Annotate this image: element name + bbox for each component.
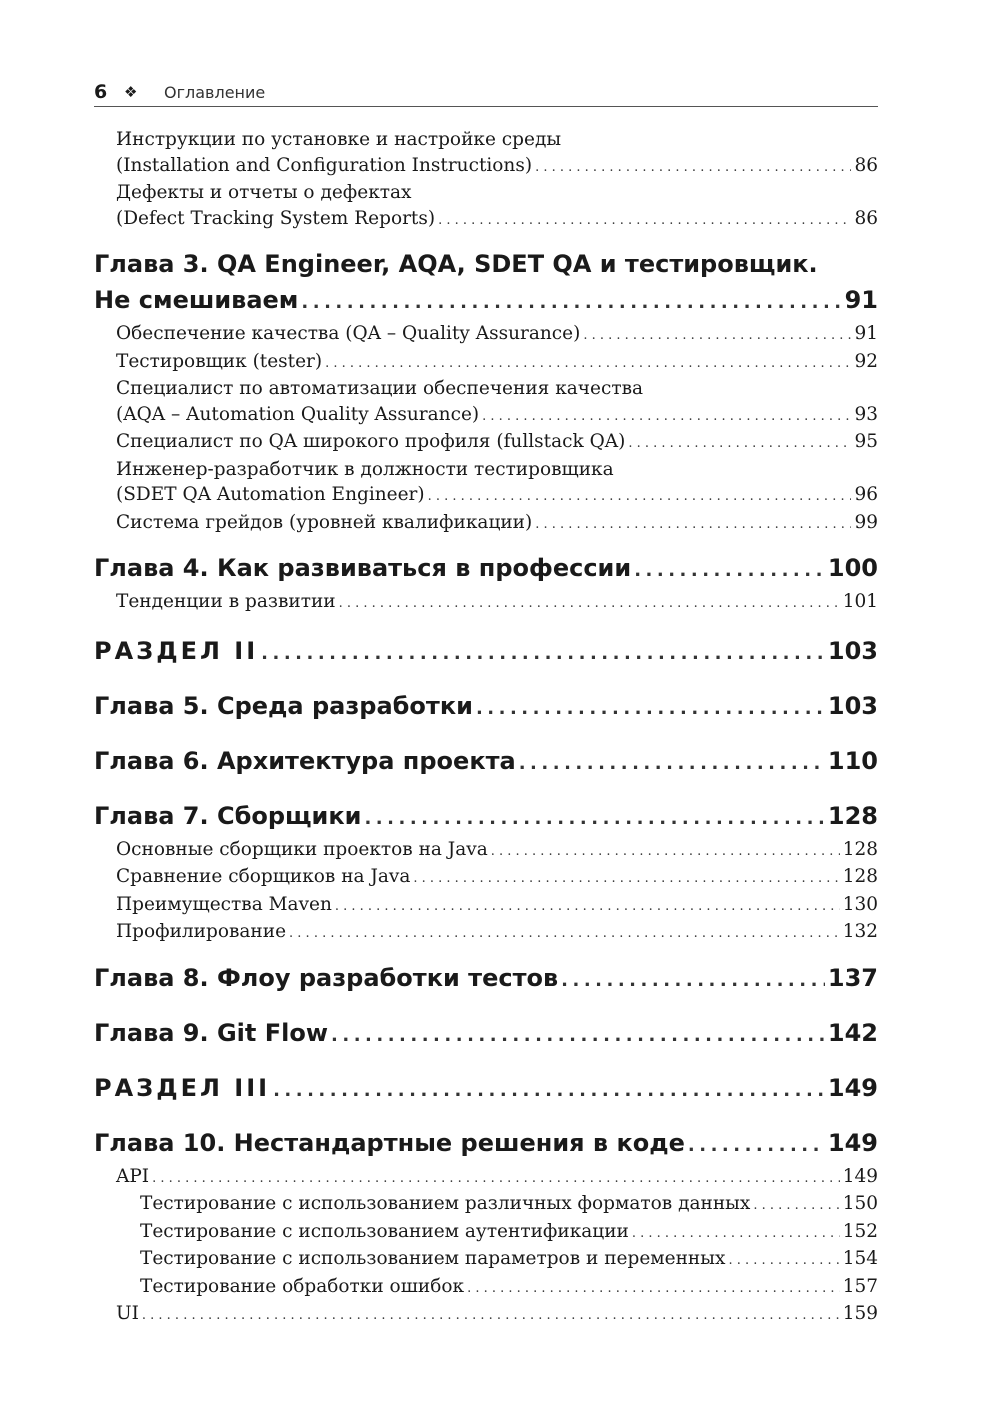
page-number: 6 [94, 81, 108, 103]
toc-entry[interactable] [94, 402, 878, 430]
dot-leader [561, 963, 825, 999]
running-title: Оглавление [164, 82, 266, 102]
toc-entry-title: Преимущества Maven [116, 893, 332, 915]
toc-entry-title: (SDET QA Automation Engineer) [116, 484, 425, 505]
toc-page-number: 157 [842, 1275, 878, 1297]
dot-leader [413, 866, 839, 892]
toc-entry[interactable] [94, 1301, 878, 1329]
dot-leader [335, 894, 840, 920]
toc-page-number: 132 [842, 921, 878, 942]
toc-page-number: 101 [842, 591, 878, 612]
part-3-heading[interactable] [94, 1070, 878, 1109]
toc-entry-title: Тестирование с использованием параметров и переменных [140, 1248, 726, 1269]
part-title: РАЗДЕЛ II [94, 636, 259, 665]
dot-leader [339, 591, 840, 617]
part-title: РАЗДЕЛ III [94, 1073, 271, 1102]
dot-leader [753, 1193, 839, 1219]
dot-leader [301, 285, 841, 321]
toc-page-number: 86 [854, 154, 878, 176]
toc-page-number: 103 [827, 691, 878, 720]
chapter-title: Глава 4. Как развиваться в профессии [94, 554, 632, 582]
dot-leader [632, 1221, 840, 1247]
toc-entry-title: Тенденции в развитии [116, 591, 336, 612]
toc-entry-title: Сравнение сборщиков на Java [116, 866, 411, 887]
toc-page-number: 91 [854, 323, 878, 344]
running-header [94, 78, 878, 107]
dot-leader [289, 921, 840, 947]
chapter-5-heading[interactable] [94, 688, 878, 727]
dot-leader [364, 801, 824, 837]
toc-entry[interactable] [94, 864, 878, 892]
toc-entry[interactable] [94, 837, 878, 865]
dot-leader [535, 155, 851, 181]
toc-entry[interactable] [94, 482, 878, 510]
toc-entry[interactable] [94, 429, 878, 457]
chapter-3-heading-line: Глава 3. QA Engineer, AQA, SDET QA и тестировщик. [94, 250, 818, 278]
toc-page-number: 130 [842, 893, 878, 915]
chapter-title: Глава 5. Среда разработки [94, 691, 473, 720]
toc-page-number: 92 [854, 350, 878, 372]
chapter-title: Глава 6. Архитектура проекта [94, 746, 516, 775]
toc-entry-title: Тестирование с использованием аутентификации [140, 1220, 629, 1242]
dot-leader [583, 323, 851, 349]
toc-page-number: 99 [854, 511, 878, 533]
dot-leader [261, 636, 825, 672]
toc-page-number: 159 [842, 1303, 878, 1324]
chapter-7-heading[interactable] [94, 798, 878, 837]
dot-leader [325, 351, 851, 377]
toc-page-number: 91 [844, 286, 878, 314]
chapter-8-heading[interactable] [94, 960, 878, 999]
toc-subentry[interactable] [94, 1274, 878, 1302]
chapter-title: Не смешиваем [94, 286, 299, 314]
dot-leader [491, 839, 840, 865]
toc-page-number: 86 [854, 207, 878, 229]
dot-leader [142, 1303, 840, 1329]
toc-entry[interactable] [94, 510, 878, 538]
toc-entry[interactable] [94, 153, 878, 181]
dot-leader [519, 746, 825, 782]
chapter-title: Глава 9. Git Flow [94, 1018, 329, 1047]
toc-subentry[interactable] [94, 1246, 878, 1274]
toc-entry-title: Тестирование обработки ошибок [140, 1275, 465, 1297]
toc-entry[interactable] [94, 1164, 878, 1192]
chapter-4-heading[interactable] [94, 550, 878, 589]
toc-entry[interactable] [94, 321, 878, 349]
chapter-9-heading[interactable] [94, 1015, 878, 1054]
toc-entry-title: Основные сборщики проектов на Java [116, 838, 488, 860]
toc-entry-title: API [116, 1165, 150, 1187]
chapter-title: Глава 8. Флоу разработки тестов [94, 963, 559, 992]
dot-leader [634, 553, 825, 589]
toc-entry[interactable] [94, 349, 878, 377]
toc-entry-title: Система грейдов (уровней квалификации) [116, 511, 533, 533]
chapter-10-heading[interactable] [94, 1125, 878, 1164]
dot-leader [331, 1018, 825, 1054]
toc-entry-line: Инструкции по установке и настройке среды [116, 129, 562, 150]
chapter-6-heading[interactable] [94, 743, 878, 782]
toc-page-number: 95 [854, 431, 878, 452]
dot-leader [438, 208, 851, 234]
toc-page-number: 128 [842, 866, 878, 887]
toc-entry-title: Специалист по QA широкого профиля (fullstack QA) [116, 431, 626, 452]
toc-page-number: 137 [827, 963, 878, 992]
dot-leader [482, 404, 851, 430]
dot-leader [152, 1166, 840, 1192]
dot-leader [467, 1276, 840, 1302]
toc-page-number: 96 [854, 484, 878, 505]
ornament-icon: ❖ [124, 83, 138, 101]
toc-entry-title: (Defect Tracking System Reports) [116, 207, 436, 229]
toc-entry-title: Обеспечение качества (QA – Quality Assurance) [116, 323, 581, 344]
toc-page-number: 154 [842, 1248, 878, 1269]
dot-leader [688, 1128, 825, 1164]
toc-page-number: 152 [842, 1220, 878, 1242]
toc-entry-line: Дефекты и отчеты о дефектах [116, 182, 412, 203]
toc-subentry[interactable] [94, 1219, 878, 1247]
toc-page-number: 150 [842, 1193, 878, 1214]
dot-leader [273, 1073, 825, 1109]
toc-page-number: 149 [827, 1128, 878, 1157]
chapter-title: Глава 10. Нестандартные решения в коде [94, 1128, 685, 1157]
part-2-heading[interactable] [94, 633, 878, 672]
dot-leader [728, 1248, 839, 1274]
toc-entry-title: Профилирование [116, 921, 287, 942]
toc-entry-title: UI [116, 1303, 139, 1324]
toc-page-number: 110 [827, 746, 878, 775]
toc-entry[interactable] [94, 892, 878, 920]
toc-entry-title: Тестировщик (tester) [116, 350, 323, 372]
chapter-3-heading[interactable] [94, 282, 878, 321]
toc-page-number: 142 [827, 1018, 878, 1047]
toc-page-number: 100 [827, 554, 878, 582]
toc-entry[interactable] [94, 919, 878, 947]
toc-entry-title: (AQA – Automation Quality Assurance) [116, 403, 480, 425]
toc-entry-title: Тестирование с использованием различных форматов данных [140, 1193, 751, 1214]
toc-entry-title: (Installation and Configuration Instructions) [116, 154, 533, 176]
toc-page-number: 128 [827, 801, 878, 830]
toc-subentry[interactable] [94, 1191, 878, 1219]
toc-page-number: 128 [842, 838, 878, 860]
dot-leader [476, 691, 825, 727]
dot-leader [628, 431, 851, 457]
toc-entry[interactable] [94, 589, 878, 617]
table-of-contents [94, 127, 878, 1329]
toc-page-number: 103 [827, 636, 878, 665]
dot-leader [428, 484, 852, 510]
toc-entry-line: Специалист по автоматизации обеспечения качества [116, 378, 644, 399]
toc-page-number: 93 [854, 403, 878, 425]
chapter-title: Глава 7. Сборщики [94, 801, 362, 830]
dot-leader [535, 512, 851, 538]
toc-page-number: 149 [827, 1073, 878, 1102]
toc-entry-line: Инженер-разработчик в должности тестировщика [116, 458, 614, 480]
toc-page-number: 149 [842, 1165, 878, 1187]
toc-entry[interactable] [94, 206, 878, 234]
